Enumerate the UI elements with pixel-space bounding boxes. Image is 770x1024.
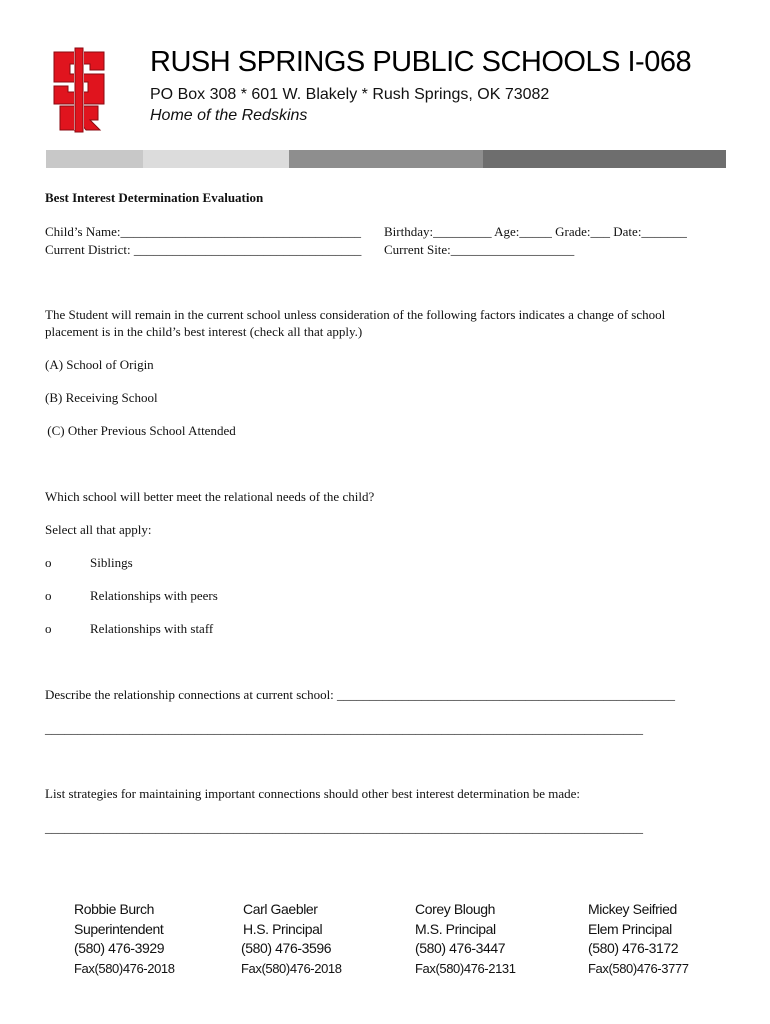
contact-phone: (580) 476-3929: [74, 940, 165, 956]
contact-role: M.S. Principal: [415, 920, 496, 937]
strategies-line[interactable]: ____________________________________________________________________________________________: [45, 820, 643, 835]
option-school-of-origin[interactable]: (A) School of Origin: [45, 357, 154, 372]
contact-fax: Fax(580)476-2018: [74, 960, 175, 976]
current-site-field[interactable]: Current Site:___________________: [384, 242, 575, 257]
rs-monogram-icon: [46, 46, 112, 134]
strategies-prompt: List strategies for maintaining important connections should other best interest determination be made:: [45, 786, 581, 801]
contact-fax: Fax(580)476-2131: [415, 960, 516, 976]
option-other-previous-school[interactable]: (C) Other Previous School Attended: [44, 423, 236, 438]
need-peers-label: Relationships with peers: [90, 588, 218, 603]
current-district-field[interactable]: Current District: ___________________________________: [45, 242, 362, 257]
contact-role: H.S. Principal: [243, 920, 323, 937]
footer-contact-hs-principal: [241, 900, 342, 978]
school-address: PO Box 308 * 601 W. Blakely * Rush Springs, OK 73082: [150, 86, 550, 103]
need-staff-label: Relationships with staff: [90, 621, 214, 636]
select-prompt: Select all that apply:: [45, 522, 152, 537]
bar-segment-2: [143, 150, 289, 168]
contact-phone: (580) 476-3447: [415, 940, 506, 956]
relational-needs-question: Which school will better meet the relational needs of the child?: [45, 489, 375, 504]
bar-segment-1: [46, 150, 143, 168]
contact-name: Mickey Seifried: [588, 901, 677, 917]
bar-segment-3: [289, 150, 483, 168]
contact-phone: (580) 476-3172: [588, 940, 679, 956]
child-name-field[interactable]: Child’s Name:_____________________________________: [45, 224, 361, 239]
contact-name: Carl Gaebler: [243, 901, 318, 917]
need-siblings-label: Siblings: [90, 555, 133, 570]
checkbox-peers[interactable]: o: [45, 588, 52, 603]
footer-contact-elem-principal: [588, 900, 689, 978]
contact-name: Corey Blough: [415, 901, 496, 917]
footer-contact-superintendent: [74, 900, 175, 978]
contact-role: Superintendent: [74, 920, 164, 937]
school-title: RUSH SPRINGS PUBLIC SCHOOLS I-068: [150, 46, 692, 78]
header-divider-bar: [46, 150, 726, 168]
bar-segment-4: [483, 150, 726, 168]
contact-name: Robbie Burch: [74, 901, 155, 917]
contact-phone: (580) 476-3596: [241, 940, 332, 956]
contact-fax: Fax(580)476-3777: [588, 960, 689, 976]
checkbox-siblings[interactable]: o: [45, 555, 52, 570]
form-title: Best Interest Determination Evaluation: [45, 190, 264, 205]
checkbox-staff[interactable]: o: [45, 621, 52, 636]
option-receiving-school[interactable]: (B) Receiving School: [45, 390, 158, 405]
intro-text-line2: placement is in the child’s best interest (check all that apply.): [45, 324, 363, 339]
school-logo: [46, 46, 112, 134]
describe-connections-line[interactable]: ____________________________________________________________________________________________: [45, 721, 643, 736]
contact-role: Elem Principal: [588, 920, 672, 937]
footer-contact-ms-principal: [415, 900, 516, 978]
school-motto: Home of the Redskins: [150, 107, 308, 124]
birthday-age-grade-date-fields[interactable]: Birthday:_________ Age:_____ Grade:___ Date:_______: [384, 224, 687, 239]
intro-text-line1: The Student will remain in the current school unless consideration of the following factors indicates a change of school: [45, 307, 666, 322]
describe-connections-field[interactable]: Describe the relationship connections at current school: ____________________________________________________: [45, 687, 676, 702]
contact-fax: Fax(580)476-2018: [241, 960, 342, 976]
